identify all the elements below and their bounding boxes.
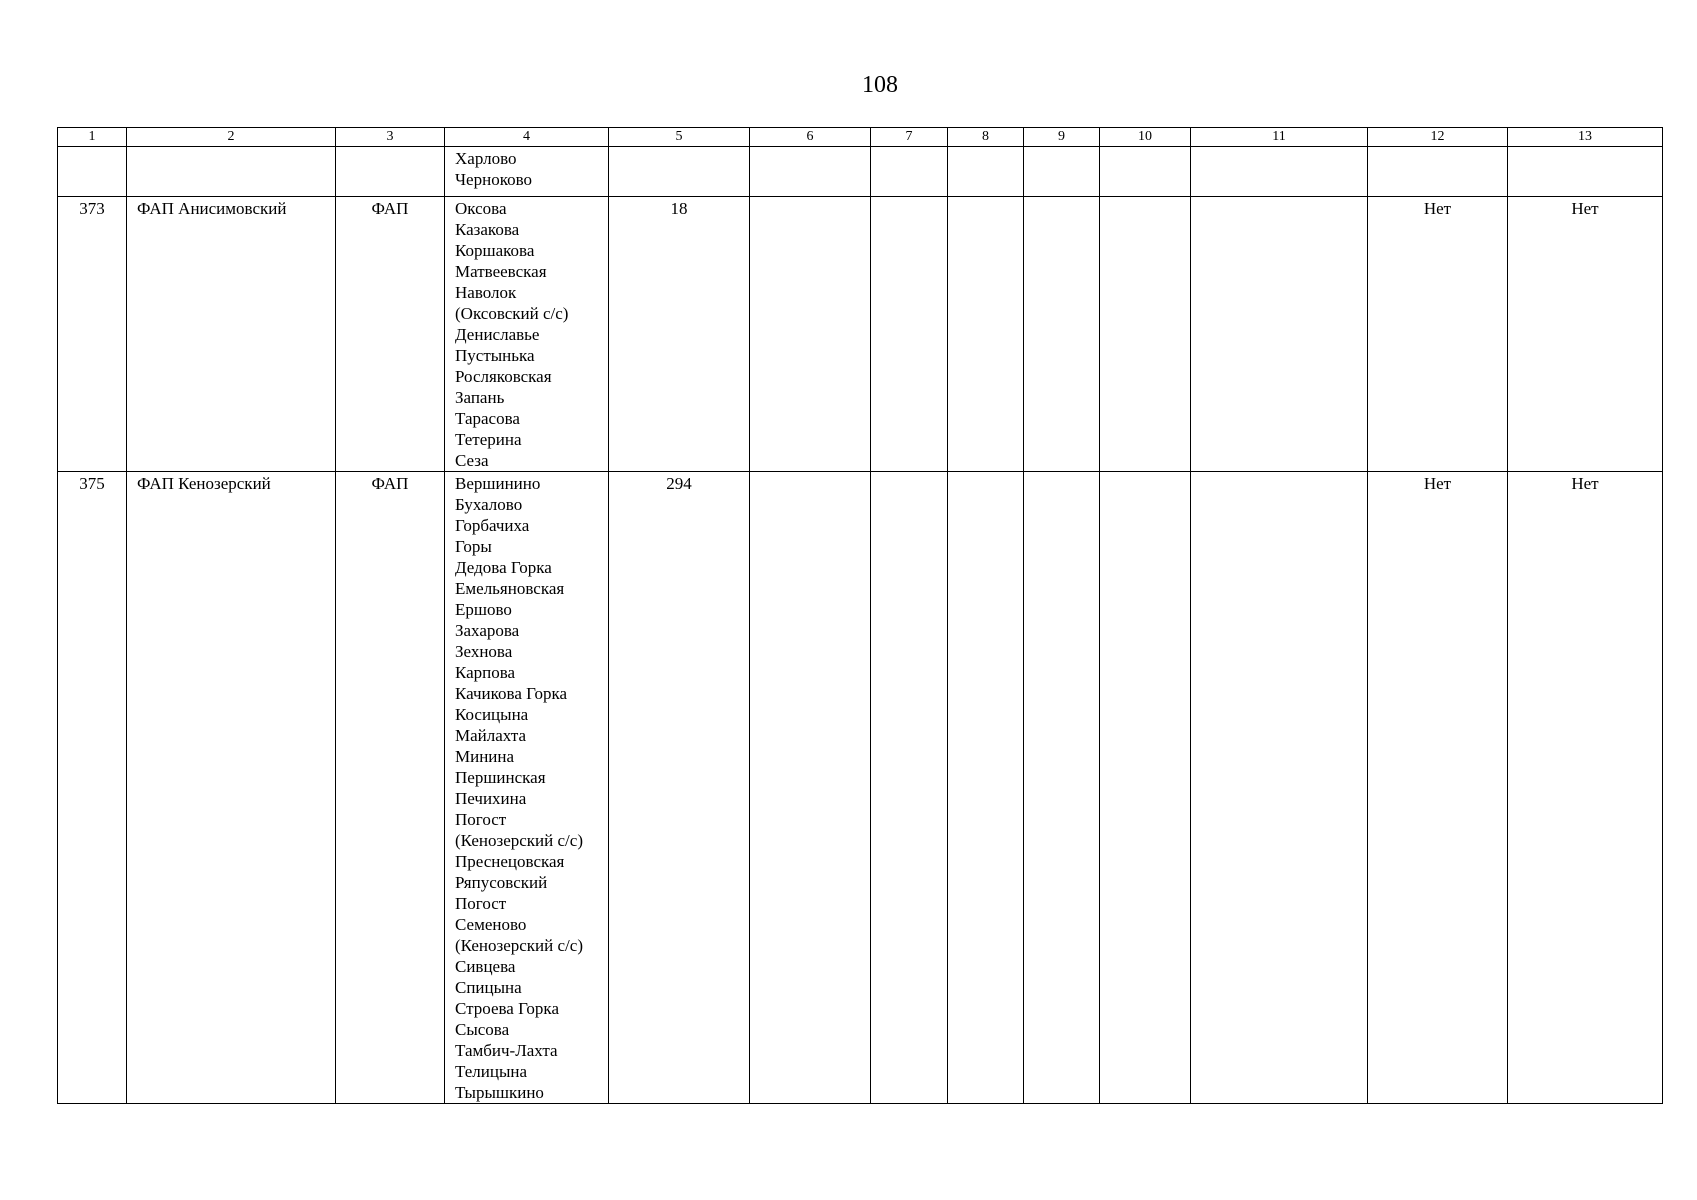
cell-col-10 — [1100, 147, 1191, 197]
settlement-name: (Оксовский с/с) — [455, 304, 569, 323]
cell-facility-name: ФАП Кенозерский — [127, 472, 336, 1104]
cell-col-7 — [871, 197, 948, 472]
settlement-name: Погост — [455, 810, 507, 829]
cell-facility-name: ФАП Анисимовский — [127, 197, 336, 472]
settlement-name: (Кенозерский с/с) — [455, 936, 583, 955]
column-number-header: 13 — [1508, 128, 1663, 147]
settlement-name: Ершово — [455, 600, 512, 619]
settlement-name: Коршакова — [455, 241, 535, 260]
column-number-header: 3 — [336, 128, 445, 147]
settlement-name: Карпова — [455, 663, 516, 682]
settlement-name: Першинская — [455, 768, 546, 787]
cell-facility-type — [336, 147, 445, 197]
cell-col-11 — [1191, 472, 1368, 1104]
settlement-name: Сивцева — [455, 957, 516, 976]
column-number-header: 9 — [1024, 128, 1100, 147]
settlement-name: Преснецовская — [455, 852, 565, 871]
cell-col-12 — [1368, 147, 1508, 197]
settlement-name: Оксова — [455, 199, 507, 218]
cell-facility-type: ФАП — [336, 472, 445, 1104]
settlement-name: (Кенозерский с/с) — [455, 831, 583, 850]
column-number-header-row — [58, 128, 1663, 147]
cell-settlements — [445, 472, 609, 1104]
column-number-header: 7 — [871, 128, 948, 147]
cell-col-9 — [1024, 147, 1100, 197]
settlement-name: Черноково — [455, 170, 532, 189]
settlement-name: Печихина — [455, 789, 527, 808]
settlement-name: Погост — [455, 894, 507, 913]
cell-col-11 — [1191, 147, 1368, 197]
cell-col-13: Нет — [1508, 197, 1663, 472]
table-row-continuation — [58, 147, 1663, 197]
settlement-name: Спицына — [455, 978, 522, 997]
cell-col-12: Нет — [1368, 197, 1508, 472]
settlement-name: Наволок — [455, 283, 517, 302]
cell-col-6 — [750, 147, 871, 197]
settlement-name: Сеза — [455, 451, 489, 470]
settlement-name: Тетерина — [455, 430, 522, 449]
cell-col-11 — [1191, 197, 1368, 472]
settlement-name: Горбачиха — [455, 516, 530, 535]
cell-col-5: 18 — [609, 197, 750, 472]
facilities-table — [57, 127, 1663, 1104]
settlement-name: Бухалово — [455, 495, 523, 514]
settlement-name: Семеново — [455, 915, 527, 934]
settlement-name: Пустынька — [455, 346, 535, 365]
cell-col-7 — [871, 147, 948, 197]
cell-settlements — [445, 147, 609, 197]
cell-col-10 — [1100, 472, 1191, 1104]
cell-col-5 — [609, 147, 750, 197]
settlement-name: Тамбич-Лахта — [455, 1041, 558, 1060]
column-number-header: 1 — [58, 128, 127, 147]
cell-col-8 — [948, 472, 1024, 1104]
cell-settlements — [445, 197, 609, 472]
settlement-name: Минина — [455, 747, 515, 766]
cell-col-13: Нет — [1508, 472, 1663, 1104]
settlement-name: Косицына — [455, 705, 529, 724]
settlement-name: Казакова — [455, 220, 520, 239]
column-number-header: 4 — [445, 128, 609, 147]
cell-facility-type: ФАП — [336, 197, 445, 472]
table-row — [58, 197, 1663, 472]
settlement-name: Захарова — [455, 621, 520, 640]
column-number-header: 10 — [1100, 128, 1191, 147]
settlement-name: Росляковская — [455, 367, 552, 386]
column-number-header: 8 — [948, 128, 1024, 147]
column-number-header: 12 — [1368, 128, 1508, 147]
settlement-name: Матвеевская — [455, 262, 547, 281]
cell-col-10 — [1100, 197, 1191, 472]
settlement-name: Зехнова — [455, 642, 513, 661]
cell-number — [58, 147, 127, 197]
settlement-name: Емельяновская — [455, 579, 565, 598]
column-number-header: 2 — [127, 128, 336, 147]
page-number: 108 — [862, 72, 898, 98]
cell-facility-name — [127, 147, 336, 197]
column-number-header: 5 — [609, 128, 750, 147]
settlement-name: Строева Горка — [455, 999, 559, 1018]
settlement-name: Запань — [455, 388, 505, 407]
column-number-header: 6 — [750, 128, 871, 147]
settlement-name: Сысова — [455, 1020, 510, 1039]
settlement-name: Тарасова — [455, 409, 520, 428]
cell-col-7 — [871, 472, 948, 1104]
cell-col-6 — [750, 472, 871, 1104]
cell-col-9 — [1024, 472, 1100, 1104]
settlement-name: Харлово — [455, 149, 517, 168]
settlement-name: Вершинино — [455, 474, 541, 493]
cell-col-5: 294 — [609, 472, 750, 1104]
cell-col-9 — [1024, 197, 1100, 472]
settlement-name: Горы — [455, 537, 492, 556]
settlement-name: Майлахта — [455, 726, 527, 745]
column-number-header: 11 — [1191, 128, 1368, 147]
cell-col-8 — [948, 147, 1024, 197]
settlement-name: Ряпусовский — [455, 873, 548, 892]
table-row — [58, 472, 1663, 1104]
settlement-name: Дедова Горка — [455, 558, 552, 577]
cell-col-6 — [750, 197, 871, 472]
settlement-name: Качикова Горка — [455, 684, 568, 703]
cell-number: 375 — [58, 472, 127, 1104]
cell-number: 373 — [58, 197, 127, 472]
cell-col-12: Нет — [1368, 472, 1508, 1104]
cell-col-13 — [1508, 147, 1663, 197]
cell-col-8 — [948, 197, 1024, 472]
settlement-name: Тырышкино — [455, 1083, 544, 1102]
settlement-name: Дениславье — [455, 325, 540, 344]
settlement-name: Телицына — [455, 1062, 528, 1081]
